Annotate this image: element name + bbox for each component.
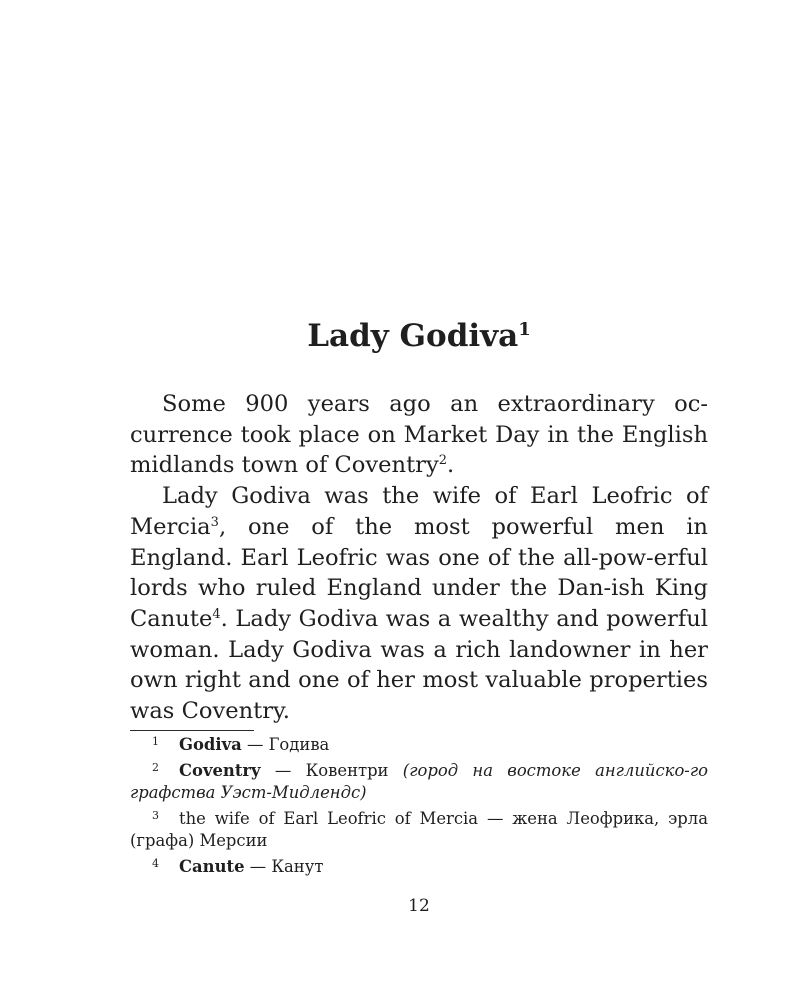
paragraph-2-text-a: Lady Godiva was the wife of Earl Leofric of Mercia	[130, 483, 708, 540]
footnote-ref-4: 4	[212, 606, 221, 622]
footnote-term: Coventry	[179, 760, 261, 780]
chapter-body	[130, 389, 708, 727]
page-number: 12	[408, 896, 430, 916]
footnote-item: 1 Godiva — Годива	[152, 735, 330, 754]
footnote-term: Godiva	[179, 735, 242, 754]
chapter-title	[0, 314, 800, 358]
footnote-item: 2 Coventry — Ковентри (город на востоке английско-го графства Уэст-Мидлендс)	[130, 760, 708, 802]
footnote-gloss: Канут	[271, 856, 324, 876]
paragraph-2-text-c: . Lady Godiva was a wealthy and powerful woman. Lady Godiva was a rich landowner in her own right and one of her most valuable properties was Coventry.	[130, 605, 708, 725]
footnote-term: Canute	[179, 856, 245, 876]
footnote-separator: —	[241, 735, 269, 754]
footnote-divider	[130, 730, 254, 731]
footnote-separator: —	[244, 856, 272, 876]
footnote-item: 4 Canute — Канут	[152, 856, 324, 876]
paragraph-1	[130, 389, 708, 481]
paragraph-1-end: .	[447, 452, 455, 479]
footnote-gloss: Годива	[268, 735, 330, 754]
footnote-gloss: Ковентри	[305, 760, 403, 780]
paragraph-2-text-b: , one of the most powerful men in England. Earl Leofric was one of the all-pow-erful lords who ruled England under the Dan-ish King Canute	[130, 513, 708, 632]
paragraph-2	[130, 481, 708, 727]
footnote-ref-3: 3	[210, 514, 219, 530]
footnote-gloss-note: (город на востоке английско-го графства Уэст-Мидлендс)	[130, 760, 708, 802]
paragraph-1-text: Some 900 years ago an extraordinary oc-currence took place on Market Day in the English midlands town of Coventry	[130, 391, 708, 479]
footnote-item: 3 the wife of Earl Leofric of Mercia — жена Леофрика, эрла (графа) Мерсии	[130, 808, 708, 850]
footnote-ref-2: 2	[438, 453, 448, 469]
footnote-gloss: the wife of Earl Leofric of Mercia — жена Леофрика, эрла (графа) Мерсии	[130, 808, 708, 850]
footnote-separator: —	[260, 760, 306, 780]
chapter-title-text: Lady Godiva	[307, 318, 519, 354]
footnote-ref-1: 1	[518, 319, 531, 340]
footnotes	[130, 734, 708, 881]
